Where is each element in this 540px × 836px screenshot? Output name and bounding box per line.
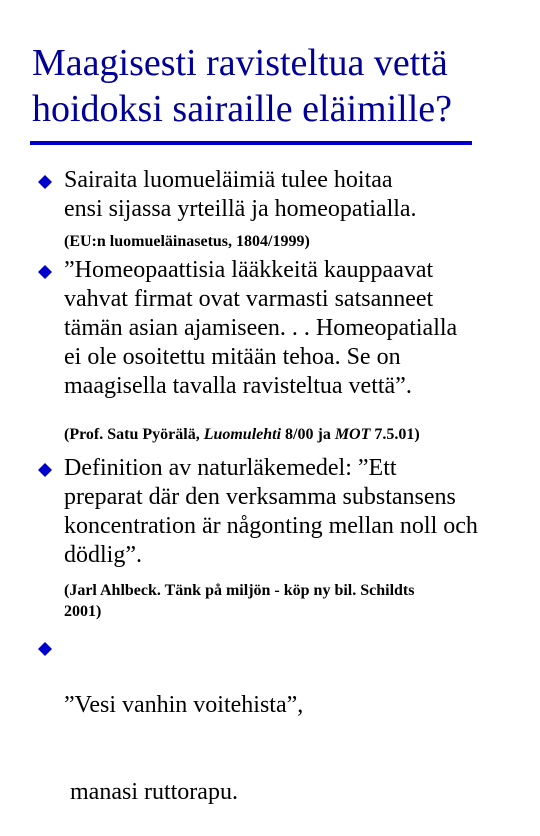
program-name: MOT: [334, 426, 371, 443]
bullet-line: preparat där den verksamma substansens: [64, 484, 456, 510]
slide-title-line: hoidoksi sairaille eläimille?: [32, 88, 452, 130]
bullet-line: dödlig”.: [64, 542, 142, 568]
citation-text: 8/00 ja: [281, 426, 335, 443]
slide-title-line: Maagisesti ravisteltua vettä: [32, 42, 448, 84]
bullet-line: maagisella tavalla ravisteltua vettä”.: [64, 373, 412, 399]
citation-line: [64, 424, 420, 445]
bullet-line: Sairaita luomueläimiä tulee hoitaa: [64, 167, 393, 193]
citation-line: (EU:n luomueläinasetus, 1804/1999): [64, 233, 310, 250]
citation-text: (Prof. Satu Pyörälä,: [64, 426, 204, 443]
bullet-line: ei ole osoitettu mitään tehoa. Se on: [64, 344, 401, 370]
bullet-line: ”Vesi vanhin voitehista”,: [64, 692, 304, 718]
bullet-text: [64, 633, 303, 836]
bullet-line: tämän asian ajamiseen. . . Homeopatialla: [64, 315, 458, 341]
citation-line: 2001): [64, 603, 102, 620]
citation: [64, 580, 414, 622]
citation: [64, 231, 310, 252]
citation-text: 7.5.01): [370, 426, 420, 443]
bullet-line: koncentration är någonting mellan noll och: [64, 513, 478, 539]
citation-line: (Jarl Ahlbeck. Tänk på miljön - köp ny bil. Schildts: [64, 582, 415, 599]
citation: [64, 424, 420, 445]
diamond-bullet-icon: [38, 175, 52, 189]
journal-name: Luomulehti: [203, 426, 282, 443]
diamond-bullet-icon: [38, 265, 52, 279]
bullet-text: [64, 454, 478, 570]
diamond-bullet-icon: [38, 642, 52, 656]
slide-title: [32, 40, 532, 132]
bullet-text: [64, 256, 457, 401]
bullet-line: ensi sijassa yrteillä ja homeopatialla.: [64, 196, 417, 222]
title-underline-rule: [30, 141, 472, 145]
diamond-bullet-icon: [38, 463, 52, 477]
bullet-line: manasi ruttorapu.: [64, 779, 238, 805]
bullet-line: Definition av naturläkemedel: ”Ett: [64, 455, 397, 481]
bullet-line: ”Homeopaattisia lääkkeitä kauppaavat: [64, 257, 434, 283]
bullet-text: [64, 166, 417, 224]
bullet-line: vahvat firmat ovat varmasti satsanneet: [64, 286, 434, 312]
